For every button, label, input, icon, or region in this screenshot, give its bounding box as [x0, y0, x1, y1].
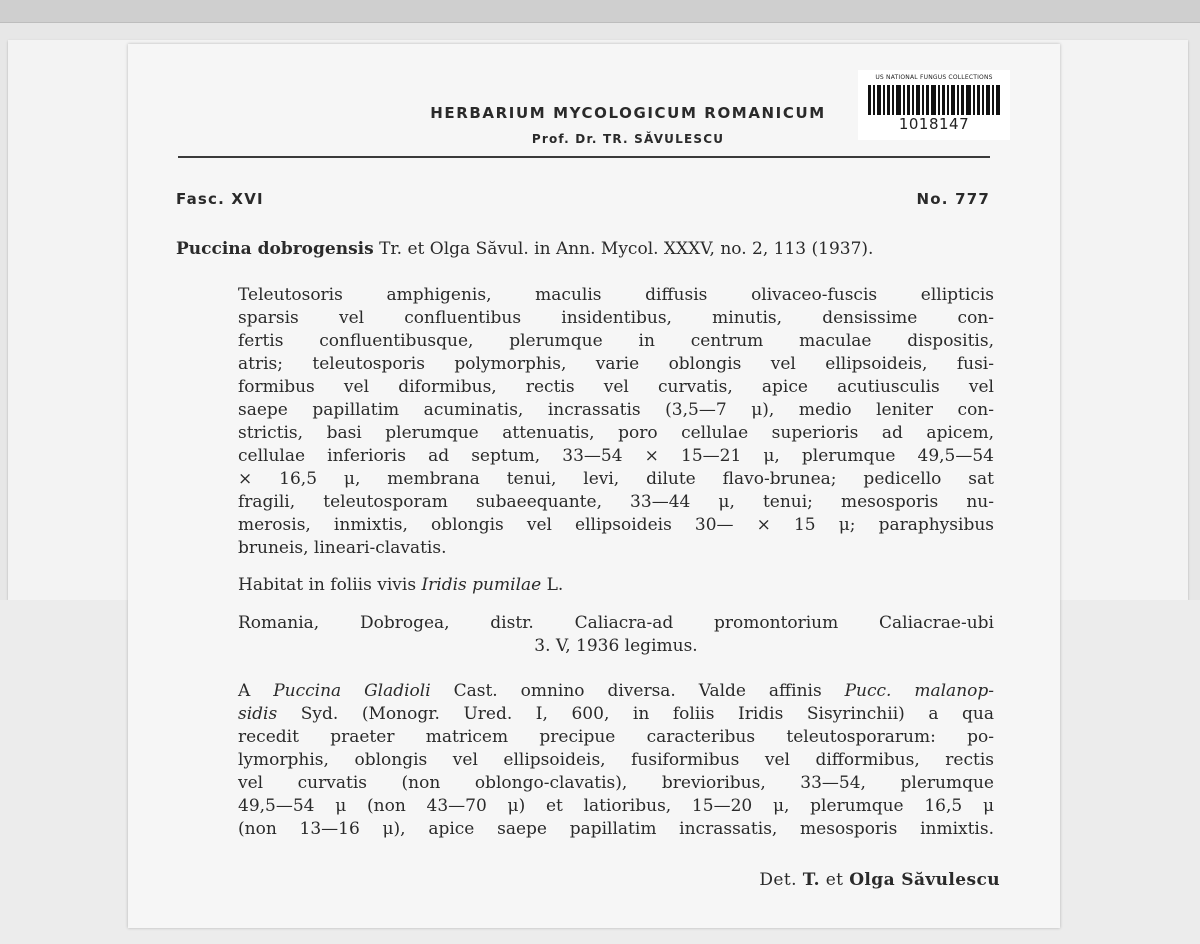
description-line: bruneis, lineari-clavatis.	[238, 538, 447, 558]
locality-date: 3. V, 1936 legimus.	[534, 636, 698, 656]
habitat-suffix: L.	[541, 575, 564, 595]
species-description	[238, 284, 994, 560]
notes-text: Cast. omnino diversa. Valde affinis	[430, 681, 845, 701]
header-rule	[178, 156, 990, 158]
description-line: cellulae inferioris ad septum, 33—54 × 15—21 μ, plerumque 49,5—54	[238, 446, 994, 466]
description-line: Teleutosoris amphigenis, maculis diffusis olivaceo-fuscis ellipticis	[238, 285, 994, 305]
notes-line: recedit praeter matricem precipue caracteribus teleutosporarum: po-	[238, 727, 994, 747]
notes-line: lymorphis, oblongis vel ellipsoideis, fusiformibus vel difformibus, rectis	[238, 750, 994, 770]
notes-line: vel curvatis (non oblongo-clavatis), brevioribus, 33—54, plerumque	[238, 773, 994, 793]
barcode-title: US NATIONAL FUNGUS COLLECTIONS	[875, 74, 993, 81]
notes-line	[238, 680, 994, 703]
description-line: strictis, basi plerumque attenuatis, poro cellulae superioris ad apicem,	[238, 423, 994, 443]
determiner-prefix: Det.	[759, 870, 803, 890]
barcode-label	[858, 70, 1010, 140]
description-line: atris; teleutosporis polymorphis, varie oblongis vel ellipsoideis, fusi-	[238, 354, 994, 374]
locality	[238, 612, 994, 658]
notes-line: (non 13—16 μ), apice saepe papillatim incrassatis, mesosporis inmixtis.	[238, 819, 994, 839]
species-citation	[176, 238, 996, 261]
notes-text: Syd. (Monogr. Ured. I, 600, in foliis Iridis Sisyrinchii) a qua	[277, 704, 994, 724]
species-name: Puccina dobrogensis	[176, 239, 374, 259]
notes-text: A	[238, 681, 274, 701]
description-line: fragili, teleutosporam subaeequante, 33—44 μ, tenui; mesosporis nu-	[238, 492, 994, 512]
herbarium-title: HERBARIUM MYCOLOGICUM ROMANICUM	[430, 104, 826, 122]
habitat-host: Iridis pumilae	[421, 575, 542, 595]
taxonomic-notes	[238, 680, 994, 841]
barcode-number: 1018147	[898, 115, 970, 133]
species-reference: Tr. et Olga Săvul. in Ann. Mycol. XXXV, no. 2, 113 (1937).	[373, 239, 874, 259]
specimen-number: No. 777	[916, 190, 990, 208]
herbarium-author: Prof. Dr. TR. SĂVULESCU	[531, 132, 725, 146]
description-line: fertis confluentibusque, plerumque in centrum maculae dispositis,	[238, 331, 994, 351]
description-line: sparsis vel confluentibus insidentibus, minutis, densissime con-	[238, 308, 994, 328]
barcode-icon	[868, 85, 1000, 115]
habitat	[238, 574, 994, 597]
fascicle-number: Fasc. XVI	[176, 190, 264, 208]
determiner-initial: T.	[802, 870, 820, 890]
herbarium-label	[128, 44, 1060, 928]
notes-taxon: Pucc. malanop-	[844, 681, 995, 701]
determiner-name: Olga Săvulescu	[849, 870, 1000, 890]
notes-line: 49,5—54 μ (non 43—70 μ) et latioribus, 15—20 μ, plerumque 16,5 μ	[238, 796, 994, 816]
habitat-prefix: Habitat in foliis vivis	[238, 575, 422, 595]
determiner	[759, 870, 1000, 890]
notes-taxon: Puccina Gladioli	[273, 681, 431, 701]
notes-line	[238, 703, 994, 726]
description-line: formibus vel diformibus, rectis vel curvatis, apice acutiusculis vel	[238, 377, 994, 397]
description-line: saepe papillatim acuminatis, incrassatis (3,5—7 μ), medio leniter con-	[238, 400, 994, 420]
description-line: merosis, inmixtis, oblongis vel ellipsoideis 30— × 15 μ; paraphysibus	[238, 515, 994, 535]
description-line: × 16,5 μ, membrana tenui, levi, dilute flavo-brunea; pedicello sat	[238, 469, 994, 489]
notes-taxon: sidis	[238, 704, 278, 724]
determiner-conjunction: et	[819, 870, 850, 890]
locality-line: Romania, Dobrogea, distr. Caliacra-ad promontorium Caliacrae-ubi	[238, 613, 994, 633]
